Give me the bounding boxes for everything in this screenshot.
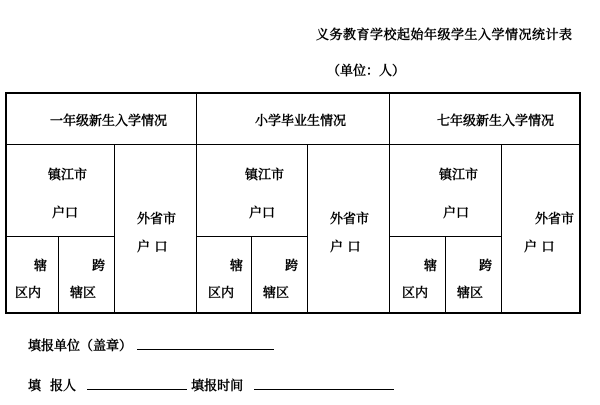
table-divider <box>389 92 390 314</box>
table-divider <box>251 236 252 314</box>
kuaqu-label: 辖区 <box>457 286 484 301</box>
waisheng-label: 户 口 <box>137 240 168 255</box>
waisheng-label: 外省市 <box>330 212 370 227</box>
zhenjiang-label: 镇江市 <box>245 168 285 183</box>
fill-unit-label: 填报单位（盖章） <box>28 339 133 354</box>
waisheng-label: 户 口 <box>524 240 555 255</box>
table-divider <box>114 144 115 314</box>
table-divider <box>5 236 115 237</box>
zhenjiang-label: 户口 <box>443 206 470 221</box>
zhenjiang-label: 户口 <box>52 206 79 221</box>
filler-label: 填 报人 <box>28 379 77 394</box>
kuaqu-label: 辖区 <box>263 286 290 301</box>
filler-field[interactable] <box>87 377 187 390</box>
table-divider <box>58 236 59 314</box>
group-header-grade1: 一年级新生入学情况 <box>50 114 168 129</box>
fill-unit-field[interactable] <box>137 337 274 350</box>
kuaqu-label: 跨 <box>479 259 493 274</box>
xiaqu-label: 辖 <box>424 259 438 274</box>
fill-time-label: 填报时间 <box>191 379 244 394</box>
xiaqu-label: 区内 <box>402 286 429 301</box>
kuaqu-label: 跨 <box>285 259 299 274</box>
kuaqu-label: 跨 <box>92 259 106 274</box>
table-divider <box>196 92 197 314</box>
unit-note: （单位：人） <box>327 64 406 79</box>
zhenjiang-label: 镇江市 <box>439 168 479 183</box>
table-divider <box>307 144 308 314</box>
fill-time-field[interactable] <box>254 377 394 390</box>
zhenjiang-label: 户口 <box>249 206 276 221</box>
kuaqu-label: 辖区 <box>70 286 97 301</box>
group-header-primary-graduates: 小学毕业生情况 <box>255 114 347 129</box>
table-divider <box>445 236 446 314</box>
table-divider <box>5 144 581 145</box>
waisheng-label: 户 口 <box>330 240 361 255</box>
group-header-grade7: 七年级新生入学情况 <box>437 114 555 129</box>
xiaqu-label: 区内 <box>208 286 235 301</box>
waisheng-label: 外省市 <box>535 212 575 227</box>
table-divider <box>501 144 502 314</box>
fill-unit-row <box>28 335 274 354</box>
zhenjiang-label: 镇江市 <box>48 168 88 183</box>
xiaqu-label: 区内 <box>15 286 42 301</box>
xiaqu-label: 辖 <box>34 259 48 274</box>
table-divider <box>196 236 308 237</box>
document-title: 义务教育学校起始年级学生入学情况统计表 <box>316 28 573 43</box>
filler-row <box>28 375 394 394</box>
waisheng-label: 外省市 <box>137 212 177 227</box>
xiaqu-label: 辖 <box>230 259 244 274</box>
